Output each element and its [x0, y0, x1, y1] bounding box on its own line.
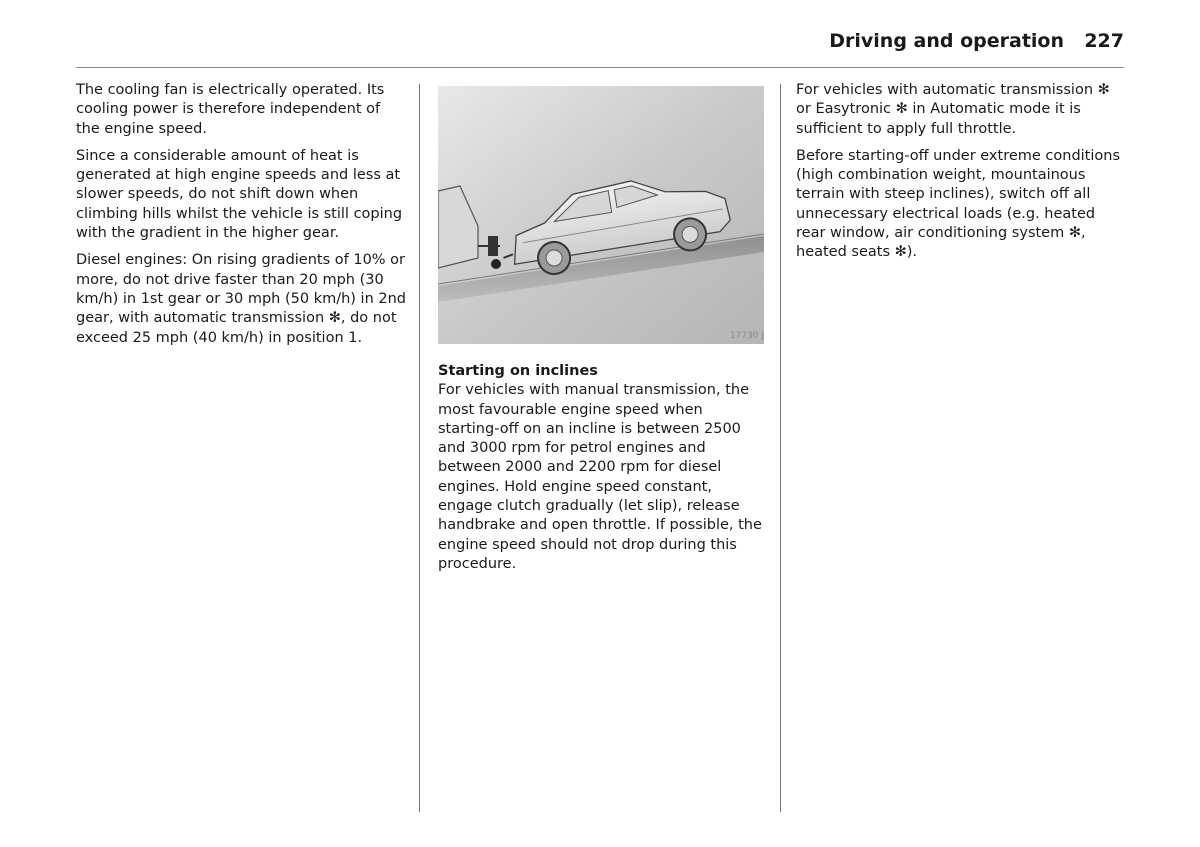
paragraph-heat-shifting: Since a considerable amount of heat is generated at high engine speeds and less at slower speeds, do not shift down when climbing hills whilst the vehicle is still coping with the gradient in the higher gear. — [76, 147, 403, 242]
paragraph-manual-transmission: For vehicles with manual transmission, the most favourable engine speed when starting-off on an incline is between 2500 and 3000 rpm for petrol engines and between 2000 and 2200 rpm for diesel engines. Hold engine speed constant, engage clutch gradually (let slip), release handbrake and open throttle. If possible, the engine speed should not drop during this procedure. — [438, 382, 762, 572]
figure-code: 17730 J — [729, 331, 764, 341]
header-divider — [76, 67, 1124, 68]
subheading-starting-on-inclines: Starting on inclines — [438, 363, 598, 379]
paragraph-automatic-transmission: For vehicles with automatic transmission ✻ or Easytronic ✻ in Automatic mode it is sufficient to apply full throttle. — [796, 82, 1110, 137]
column-left — [76, 81, 408, 356]
page-number: 227 — [1084, 30, 1124, 52]
car-on-incline-illustration — [438, 86, 764, 344]
paragraph-cooling-fan: The cooling fan is electrically operated. Its cooling power is therefore independent of the engine speed. — [76, 82, 385, 137]
column-middle — [438, 362, 764, 582]
paragraph-extreme-conditions: Before starting-off under extreme conditions (high combination weight, mountainous terrain with steep inclines), switch off all unnecessary electrical loads (e.g. heated rear window, air conditioning system ✻, heated seats ✻). — [796, 147, 1121, 261]
paragraph-diesel-gradients: Diesel engines: On rising gradients of 10% or more, do not drive faster than 20 mph (30 km/h) in 1st gear or 30 mph (50 km/h) in 2nd gear, with automatic transmission ✻, do not exceed 25 mph (40 km/h) in position 1. — [76, 252, 407, 346]
column-right — [796, 81, 1126, 271]
section-title: Driving and operation — [829, 30, 1064, 52]
column-divider-1 — [419, 84, 420, 812]
column-divider-2 — [780, 84, 781, 812]
